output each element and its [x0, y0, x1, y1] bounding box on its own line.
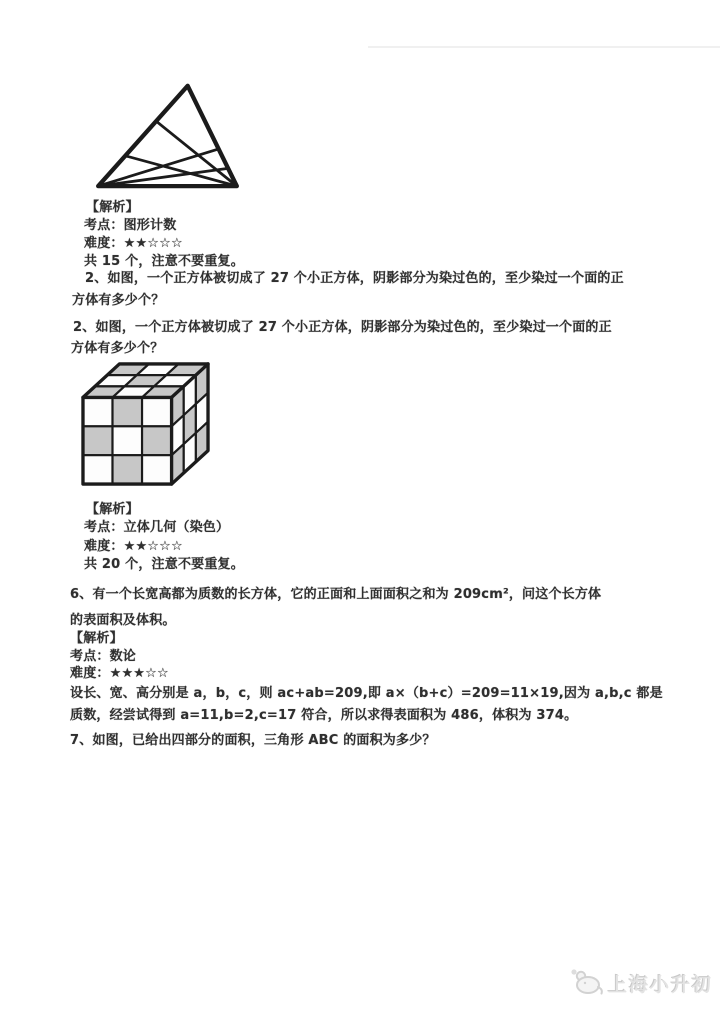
analysis1-count-note: 共 15 个，注意不要重复。 — [84, 254, 244, 269]
question6-topic: 考点：数论 — [70, 649, 137, 664]
scan-edge-line — [368, 46, 720, 48]
question7-line1: 7、如图，已给出四部分的面积，三角形 ABC 的面积为多少？ — [70, 733, 436, 748]
question2-first-line1: 2、如图，一个正方体被切成了 27 个小正方体，阴影部分为染过色的，至少染过一个面的正 — [85, 271, 624, 286]
question6-analysis-header: 【解析】 — [70, 631, 123, 646]
analysis2-difficulty: 难度：★★☆☆☆ — [84, 539, 183, 554]
question6-line1: 6、有一个长宽高都为质数的长方体，它的正面和上面面积之和为 209cm²，问这个长方体 — [70, 587, 602, 602]
question6-solution-line1: 设长、宽、高分别是 a，b，c，则 ac+ab=209,即 a×（b+c）=209=11×19,因为 a,b,c 都是 — [70, 686, 663, 701]
analysis1-difficulty: 难度：★★☆☆☆ — [84, 236, 183, 251]
analysis1-topic: 考点：图形计数 — [84, 218, 177, 233]
question6-line2: 的表面积及体积。 — [70, 613, 176, 628]
analysis2-header: 【解析】 — [86, 502, 139, 517]
painted-cube-figure — [79, 360, 212, 488]
analysis2-count-note: 共 20 个，注意不要重复。 — [84, 557, 244, 572]
analysis2-topic: 考点：立体几何（染色） — [84, 520, 230, 535]
question6-solution-line2: 质数，经尝试得到 a=11,b=2,c=17 符合，所以求得表面积为 486，体积为 374。 — [70, 708, 578, 723]
analysis1-header: 【解析】 — [86, 200, 139, 215]
mouse-logo-icon — [568, 964, 604, 996]
watermark-text: 上海小升初 — [608, 974, 714, 996]
question2-first-line2: 方体有多少个？ — [72, 293, 165, 308]
triangle-counting-figure — [93, 77, 243, 193]
question2-repeat-line1: 2、如图，一个正方体被切成了 27 个小正方体，阴影部分为染过色的，至少染过一个面的正 — [73, 320, 612, 335]
question6-difficulty: 难度：★★★☆☆ — [70, 666, 169, 681]
question2-repeat-line2: 方体有多少个？ — [71, 341, 164, 356]
